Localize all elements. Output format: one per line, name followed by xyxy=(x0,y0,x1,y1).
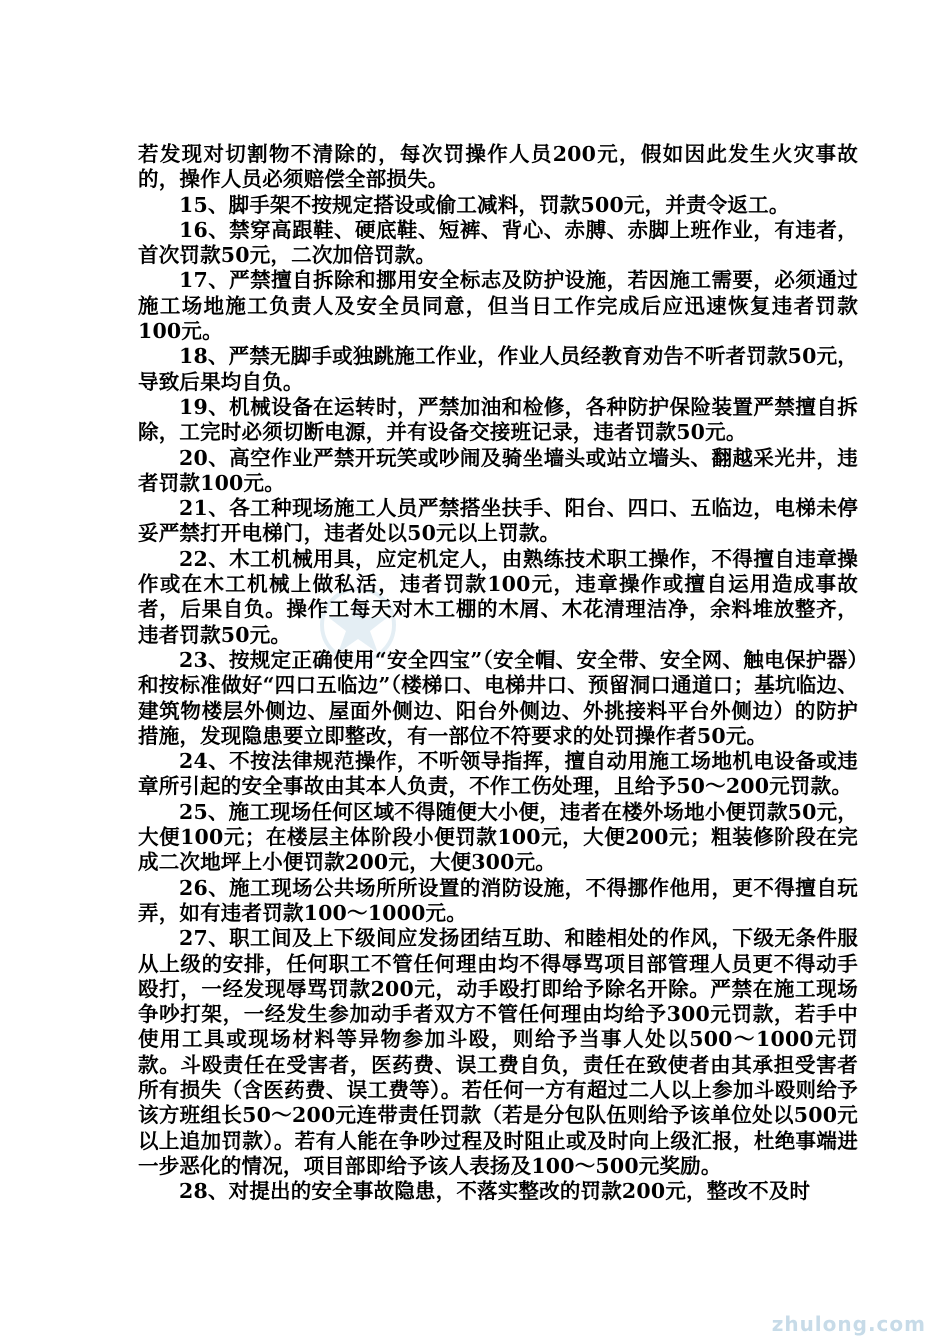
watermark-text: zhulong.com xyxy=(771,1312,926,1336)
paragraph-item-20: 20、高空作业严禁开玩笑或吵闹及骑坐墙头或站立墙头、翻越采光井，违者罚款100元。 xyxy=(138,445,858,495)
paragraph-item-26: 26、施工现场公共场所所设置的消防设施，不得挪作他用，更不得擅自玩弄，如有违者罚款100～1000元。 xyxy=(138,875,858,925)
paragraph-continuation: 若发现对切割物不清除的，每次罚操作人员200元，假如因此发生火灾事故的，操作人员必须赔偿全部损失。 xyxy=(138,142,858,192)
paragraph-item-24: 24、不按法律规范操作，不听领导指挥，擅自动用施工场地机电设备或违章所引起的安全事故由其本人负责，不作工伤处理，且给予50～200元罚款。 xyxy=(138,749,858,799)
paragraph-item-22: 22、木工机械用具，应定机定人，由熟练技术职工操作，不得擅自违章操作或在木工机械上做私活，违者罚款100元，违章操作或擅自运用造成事故者，后果自负。操作工每天对木工棚的木屑、木花清理洁净，余料堆放整齐，违者罚款50元。 xyxy=(138,546,858,647)
paragraph-item-17: 17、严禁擅自拆除和挪用安全标志及防护设施，若因施工需要，必须通过施工场地施工负责人及安全员同意，但当日工作完成后应迅速恢复违者罚款100元。 xyxy=(138,268,858,344)
paragraph-item-23: 23、按规定正确使用“安全四宝”（安全帽、安全带、安全网、触电保护器）和按标准做好“四口五临边”（楼梯口、电梯井口、预留洞口通道口；基坑临边、建筑物楼层外侧边、屋面外侧边、阳台外侧边、外挑接料平台外侧边）的防护措施，发现隐患要立即整改，有一部位不符要求的处罚操作者50元。 xyxy=(138,647,858,748)
paragraph-item-16: 16、禁穿高跟鞋、硬底鞋、短裤、背心、赤膊、赤脚上班作业，有违者，首次罚款50元，二次加倍罚款。 xyxy=(138,217,858,268)
paragraph-item-28: 28、对提出的安全事故隐患，不落实整改的罚款200元，整改不及时 xyxy=(179,1179,811,1204)
paragraph-item-15: 15、脚手架不按规定搭设或偷工减料，罚款500元，并责令返工。 xyxy=(179,192,790,217)
paragraph-item-18: 18、严禁无脚手或独跳施工作业，作业人员经教育劝告不听者罚款50元，导致后果均自负。 xyxy=(138,344,858,394)
document-body xyxy=(138,142,858,1204)
paragraph-item-27: 27、职工间及上下级间应发扬团结互助、和睦相处的作风，下级无条件服从上级的安排，任何职工不管任何理由均不得辱骂项目部管理人员更不得动手殴打，一经发现辱骂罚款200元，动手殴打即给予除名开除。严禁在施工现场争吵打架，一经发生参加动手者双方不管任何理由均给予300元罚款，若手中使用工具或现场材料等异物参加斗殴，则给予当事人处以500～1000元罚款。斗殴责任在受害者，医药费、误工费自负，责任在致使者由其承担受害者所有损失（含医药费、误工费等）。若任何一方有超过二人以上参加斗殴则给予该方班组长50～200元连带责任罚款（若是分包队伍则给予该单位处以500元以上追加罚款）。若有人能在争吵过程及时阻止或及时向上级汇报，杜绝事端进一步恶化的情况，项目部即给予该人表扬及100～500元奖励。 xyxy=(138,926,858,1178)
paragraph-item-25: 25、施工现场任何区域不得随便大小便，违者在楼外场地小便罚款50元，大便100元；在楼层主体阶段小便罚款100元，大便200元；粗装修阶段在完成二次地坪上小便罚款200元，大便300元。 xyxy=(138,799,858,875)
paragraph-item-19: 19、机械设备在运转时，严禁加油和检修，各种防护保险装置严禁擅自拆除，工完时必须切断电源，并有设备交接班记录，违者罚款50元。 xyxy=(138,394,858,445)
paragraph-item-21: 21、各工种现场施工人员严禁搭坐扶手、阳台、四口、五临边，电梯未停妥严禁打开电梯门，违者处以50元以上罚款。 xyxy=(138,496,858,546)
